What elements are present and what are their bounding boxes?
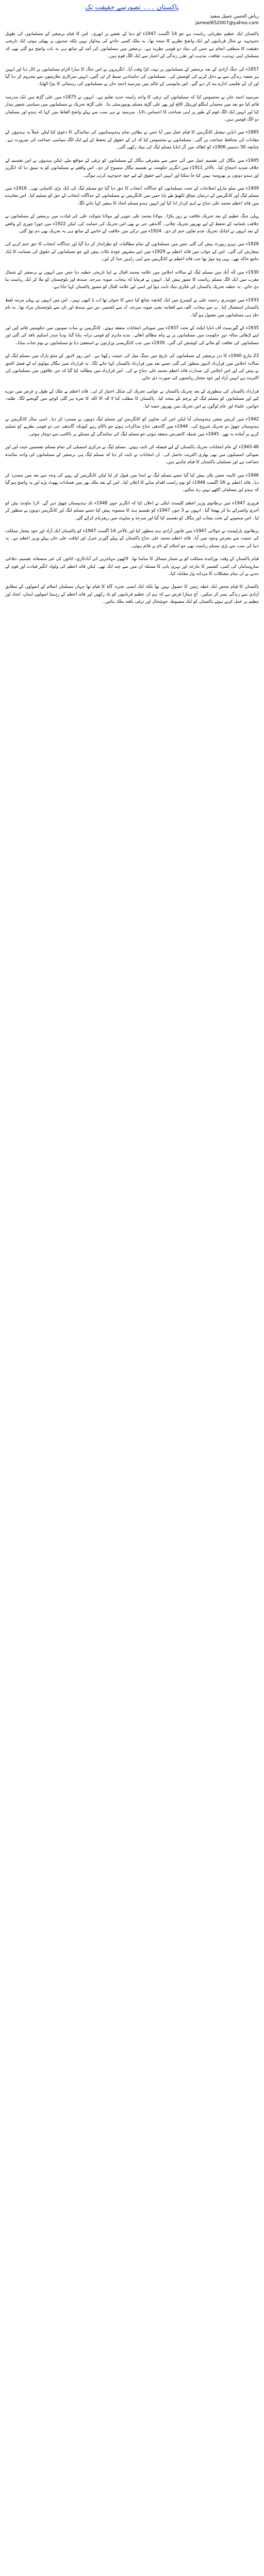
article-paragraph: پہلی جنگ عظیم کے بعد تحریک خلافت نے زور پکڑا۔ مولانا محمد علی جوہر اور مولانا شوکت علی کی قیادت میں برصغیر کے مسلمانوں نے خلافت عثمانیہ کے تحفظ کے لیے بھرپور تحریک چلائی۔ گاندھی جی نے بھی اس تحریک کی حمایت کی، لیکن 1922ء میں چورا چوری کے واقعے کے بعد انہوں نے اچانک تحریک عدم تعاون ختم کر دی۔ 1924ء میں ترکی میں خلافت کے خاتمے کے ساتھ ہی یہ تحریک بھی دم توڑ گئی۔ — [5, 213, 259, 233]
article-paragraph: 23 مارچ 1940ء کا دن برصغیر کے مسلمانوں کی تاریخ میں سنگ میل کی حیثیت رکھتا ہے۔ اس روز لاہور کے منٹو پارک میں مسلم لیگ کے سالانہ اجلاس میں قرارداد لاہور منظور کی گئی جسے بعد میں قرارداد پاکستان کہا جانے لگا۔ یہ قرارداد شیر بنگال مولوی اے کے فضل الحق نے پیش کی اور اس اجلاس کی صدارت قائد اعظم محمد علی جناح نے کی۔ اس قرارداد میں مطالبہ کیا گیا کہ جن علاقوں میں مسلمانوں کی اکثریت ہے انہیں آزاد اور خود مختار ریاستوں کی صورت دی جائے۔ — [5, 353, 259, 381]
article-paragraph: 1933ء میں چوہدری رحمت علی نے کیمبرج میں ایک کتابچہ شائع کیا جس کا عنوان تھا اب یا کبھی نہیں۔ اس میں انہوں نے پہلی مرتبہ لفظ پاکستان استعمال کیا۔ پ سے پنجاب، الف سے افغانیہ یعنی صوبہ سرحد، ک سے کشمیر، س سے سندھ اور تان سے بلوچستان مراد تھا۔ یہ نام جلد ہی مسلمانوں میں مقبول ہو گیا۔ — [5, 297, 259, 317]
article-paragraph: 1945-46ء کے عام انتخابات تحریک پاکستان کے لیے فیصلہ کن ثابت ہوئے۔ مسلم لیگ نے مرکزی اسمبلی کی تمام مسلم نشستیں جیت لیں اور صوبائی اسمبلیوں میں بھی بھاری اکثریت حاصل کی۔ ان انتخابات نے ثابت کر دیا کہ مسلم لیگ ہی برصغیر کے مسلمانوں کی واحد نمائندہ جماعت ہے اور مسلمان پاکستان کا قیام چاہتے ہیں۔ — [5, 444, 259, 465]
article-paragraph: پاکستان ایک عظیم نظریاتی ریاست ہے جو 14 اگست 1947ء کو دنیا کے نقشے پر ابھری۔ اس کا قیام برصغیر کے مسلمانوں کی طویل جدوجہد، بے مثال قربانیوں اور ایک واضح نظریے کا نتیجہ تھا۔ یہ ملک کسی حادثے کی پیداوار نہیں بلکہ صدیوں پر پھیلی ہوئی ایک تاریخی حقیقت کا منطقی انجام ہے جس کی بنیاد دو قومی نظریہ ہے۔ برصغیر میں مسلمانوں کی آمد کے ساتھ ہی یہ بات واضح ہو گئی تھی کہ مسلمان اپنی تہذیب، ثقافت، مذہب اور طرز زندگی کے اعتبار سے ایک الگ قوم ہیں۔ — [5, 31, 259, 59]
article-paragraph: فروری 1947ء میں برطانوی وزیر اعظم کلیمنٹ ایٹلی نے اعلان کیا کہ انگریز جون 1948ء تک ہندوستان چھوڑ دیں گے۔ لارڈ ماؤنٹ بیٹن کو آخری وائسرائے بنا کر بھیجا گیا۔ انہوں نے 3 جون 1947ء کو تقسیم ہند کا منصوبہ پیش کیا جسے مسلم لیگ اور کانگریس دونوں نے منظور کر لیا۔ اس منصوبے کے تحت پنجاب اور بنگال کو تقسیم کیا گیا اور سرحد و سلہٹ میں ریفرنڈم کرائے گئے۔ — [5, 500, 259, 520]
author-email[interactable]: jameel652007@yahoo.com — [195, 21, 259, 26]
article-paragraph: قرارداد پاکستان کی منظوری کے بعد تحریک پاکستان نے عوامی تحریک کی شکل اختیار کر لی۔ قائد اعظم نے ملک کے طول و عرض میں دورے کیے اور مسلمانوں کو مسلم لیگ کے پرچم تلے متحد کیا۔ پاکستان کا مطلب کیا لا الہ الا اللہ کا نعرہ ہر گلی کوچے میں گونجنے لگا۔ طلبہ، خواتین، علماء اور عام لوگوں نے اس تحریک میں بھرپور حصہ لیا۔ — [5, 388, 259, 409]
article-paragraph: 1942ء میں کرپس مشن ہندوستان آیا لیکن اس کی تجاویز کو کانگریس اور مسلم لیگ دونوں نے مسترد کر دیا۔ اسی سال کانگریس نے ہندوستان چھوڑ دو تحریک شروع کی۔ 1944ء میں گاندھی جناح مذاکرات ہوئے جو ناکام رہے کیونکہ گاندھی جی دو قومی نظریے کو تسلیم کرنے پر آمادہ نہ تھے۔ 1945ء میں شملہ کانفرنس منعقد ہوئی جو مسلم لیگ کی نمائندگی کے مسئلے پر ناکامی سے دوچار ہوئی۔ — [5, 416, 259, 436]
article-title: پاکستان ۔۔۔ تصورسے حقیقت تک — [85, 4, 179, 11]
article-paragraph: 1928ء میں نہرو رپورٹ پیش کی گئی جس میں مسلمانوں کے تمام مطالبات کو نظرانداز کر دیا گیا اور جداگانہ انتخاب کا حق ختم کرنے کی سفارش کی گئی۔ اس کے جواب میں قائد اعظم نے 1929ء میں اپنے مشہور چودہ نکات پیش کیے جو مسلمانوں کے حقوق کی ضمانت کا ایک جامع خاکہ تھے۔ یہی وہ موڑ تھا جب قائد اعظم نے کانگریس سے اپنی راہیں جدا کر لیں۔ — [5, 241, 259, 262]
article-paragraph: پاکستان کا قیام محض ایک خطہ زمین کا حصول نہیں تھا بلکہ ایک ایسی تجربہ گاہ کا قیام تھا جہاں مسلمان اسلام کے اصولوں کے مطابق آزادی سے زندگی بسر کر سکیں۔ آج ہمارا فرض ہے کہ ہم ان عظیم قربانیوں کو یاد رکھیں اور قائد اعظم کے رہنما اصولوں ایمان، اتحاد اور تنظیم پر عمل کرتے ہوئے پاکستان کو ایک مضبوط، خوشحال اور ترقی یافتہ ملک بنائیں۔ — [5, 584, 259, 604]
article-paragraph: 1946ء میں کابینہ مشن پلان پیش کیا گیا جسے مسلم لیگ نے ابتدا میں قبول کر لیا لیکن کانگریس کے رویے کی وجہ سے بعد میں مسترد کر دیا۔ قائد اعظم نے 16 اگست 1946ء کو یوم راست اقدام منانے کا اعلان کیا۔ اس کے بعد ملک بھر میں فسادات پھوٹ پڑے اور یہ واضح ہو گیا کہ ہندو اور مسلمان اکٹھے نہیں رہ سکتے۔ — [5, 472, 259, 493]
article-paragraph: 1930ء میں الٰہ آباد میں مسلم لیگ کے سالانہ اجلاس میں علامہ محمد اقبال نے اپنا تاریخی خطبہ دیا جس میں انہوں نے برصغیر کے شمال مغرب میں ایک الگ مسلم ریاست کا تصور پیش کیا۔ انہوں نے فرمایا کہ پنجاب، صوبہ سرحد، سندھ اور بلوچستان کو ملا کر ایک ریاست بنا دی جائے۔ یہ خطبہ تحریک پاکستان کی فکری بنیاد ثابت ہوا اور اسی لیے علامہ اقبال کو مصور پاکستان کہا جاتا ہے۔ — [5, 269, 259, 290]
article-paragraph: سرسید احمد خان نے محسوس کیا کہ مسلمانوں کی ترقی کا واحد راستہ جدید تعلیم ہے۔ انہوں نے 1875ء میں علی گڑھ میں ایک مدرسہ قائم کیا جو بعد میں محمڈن اینگلو اورینٹل کالج اور پھر علی گڑھ مسلم یونیورسٹی بنا۔ علی گڑھ تحریک نے مسلمانوں میں سیاسی شعور بیدار کیا اور انہیں ایک الگ قوم کے طور پر اپنی شناخت کا احساس دلایا۔ سرسید نے ہی سب سے پہلے واضح الفاظ میں کہا کہ ہندو اور مسلمان دو الگ قومیں ہیں۔ — [5, 94, 259, 122]
article-paragraph: 1857ء کی جنگ آزادی کے بعد برصغیر کے مسلمانوں پر بہت کڑا وقت آیا۔ انگریزوں نے اس جنگ کا سارا الزام مسلمانوں پر ڈال دیا اور انہیں ہر شعبہ زندگی سے بے دخل کرنے کی کوشش کی۔ مسلمانوں کی جائیدادیں ضبط کر لی گئیں، انہیں سرکاری ملازمتوں سے محروم کر دیا گیا اور ان کے تعلیمی ادارے بند کر دیے گئے۔ اس مایوسی کے عالم میں سرسید احمد خان نے مسلمانوں کی رہنمائی کا بیڑا اٹھایا۔ — [5, 66, 259, 87]
article-paragraph: 1909ء میں منٹو مارلے اصلاحات کے تحت مسلمانوں کو جداگانہ انتخاب کا حق دیا گیا جو مسلم لیگ کی ایک بڑی کامیابی تھی۔ 1916ء میں مسلم لیگ اور کانگریس کے درمیان میثاق لکھنؤ طے پایا جس میں کانگریس نے مسلمانوں کے جداگانہ انتخاب کے حق کو تسلیم کیا۔ اس معاہدے میں قائد اعظم محمد علی جناح نے اہم کردار ادا کیا اور انہیں ہندو مسلم اتحاد کا سفیر کہا جانے لگا۔ — [5, 185, 259, 206]
article-body — [5, 30, 259, 605]
author-name: ریاض الحسن جمیل سعید — [210, 14, 259, 19]
article-paragraph: 1935ء کے گورنمنٹ آف انڈیا ایکٹ کے تحت 1937ء میں صوبائی انتخابات منعقد ہوئے۔ کانگریس نے سات صوبوں میں حکومتیں قائم کیں اور اپنے اڑھائی سالہ دور حکومت میں مسلمانوں پر بے پناہ مظالم ڈھائے۔ بندے ماترم کو قومی ترانہ بنایا گیا، ودیا مندر اسکیم نافذ کی گئی اور مسلمانوں کی ثقافت کو مٹانے کی کوشش کی گئی۔ 1939ء میں جب کانگریسی وزارتوں نے استعفیٰ دیا تو مسلمانوں نے یوم نجات منایا۔ — [5, 325, 259, 345]
article-paragraph: 1885ء میں انڈین نیشنل کانگریس کا قیام عمل میں آیا جس نے بظاہر تمام ہندوستانیوں کی نمائندگی کا دعویٰ کیا لیکن عملاً یہ ہندوؤں کے مفادات کی محافظ جماعت بن گئی۔ مسلمانوں نے محسوس کیا کہ ان کے حقوق کے تحفظ کے لیے ایک الگ سیاسی جماعت کی ضرورت ہے۔ چنانچہ 30 دسمبر 1906ء کو ڈھاکہ میں آل انڈیا مسلم لیگ کی بنیاد رکھی گئی۔ — [5, 129, 259, 150]
article-paragraph: برطانوی پارلیمنٹ نے جولائی 1947ء میں قانون آزادی ہند منظور کیا اور بالآخر 14 اگست 1947ء کو پاکستان ایک آزاد اور خود مختار مملکت کی حیثیت سے معرض وجود میں آیا۔ قائد اعظم محمد علی جناح پاکستان کے پہلے گورنر جنرل اور لیاقت علی خان پہلے وزیر اعظم بنے۔ یہ دنیا کی سب سے بڑی مسلم ریاست تھی جو اسلام کے نام پر قائم ہوئی۔ — [5, 528, 259, 548]
article-paragraph: قیام پاکستان کے وقت نوزائیدہ مملکت کو بے شمار مسائل کا سامنا تھا۔ لاکھوں مہاجرین کی آبادکاری، اثاثوں کی غیر منصفانہ تقسیم، دفاعی سازوسامان کی کمی، کشمیر کا تنازعہ اور نہری پانی کا مسئلہ ان میں سے چند ایک تھے۔ لیکن قائد اعظم کی ولولہ انگیز قیادت اور قوم کے جذبے نے ان تمام مشکلات کا مردانہ وار مقابلہ کیا۔ — [5, 556, 259, 576]
article-paragraph: 1905ء میں بنگال کی تقسیم عمل میں آئی جس سے مشرقی بنگال کے مسلمانوں کو ترقی کے مواقع ملے، لیکن ہندوؤں نے اس تقسیم کے خلاف شدید احتجاج کیا۔ بالآخر 1911ء میں انگریز حکومت نے تقسیم بنگال منسوخ کر دی۔ اس واقعے نے مسلمانوں کو یہ سبق دیا کہ انگریز اور ہندو دونوں پر بھروسہ نہیں کیا جا سکتا اور انہیں اپنے حقوق کے لیے خود جدوجہد کرنی ہوگی۔ — [5, 157, 259, 178]
